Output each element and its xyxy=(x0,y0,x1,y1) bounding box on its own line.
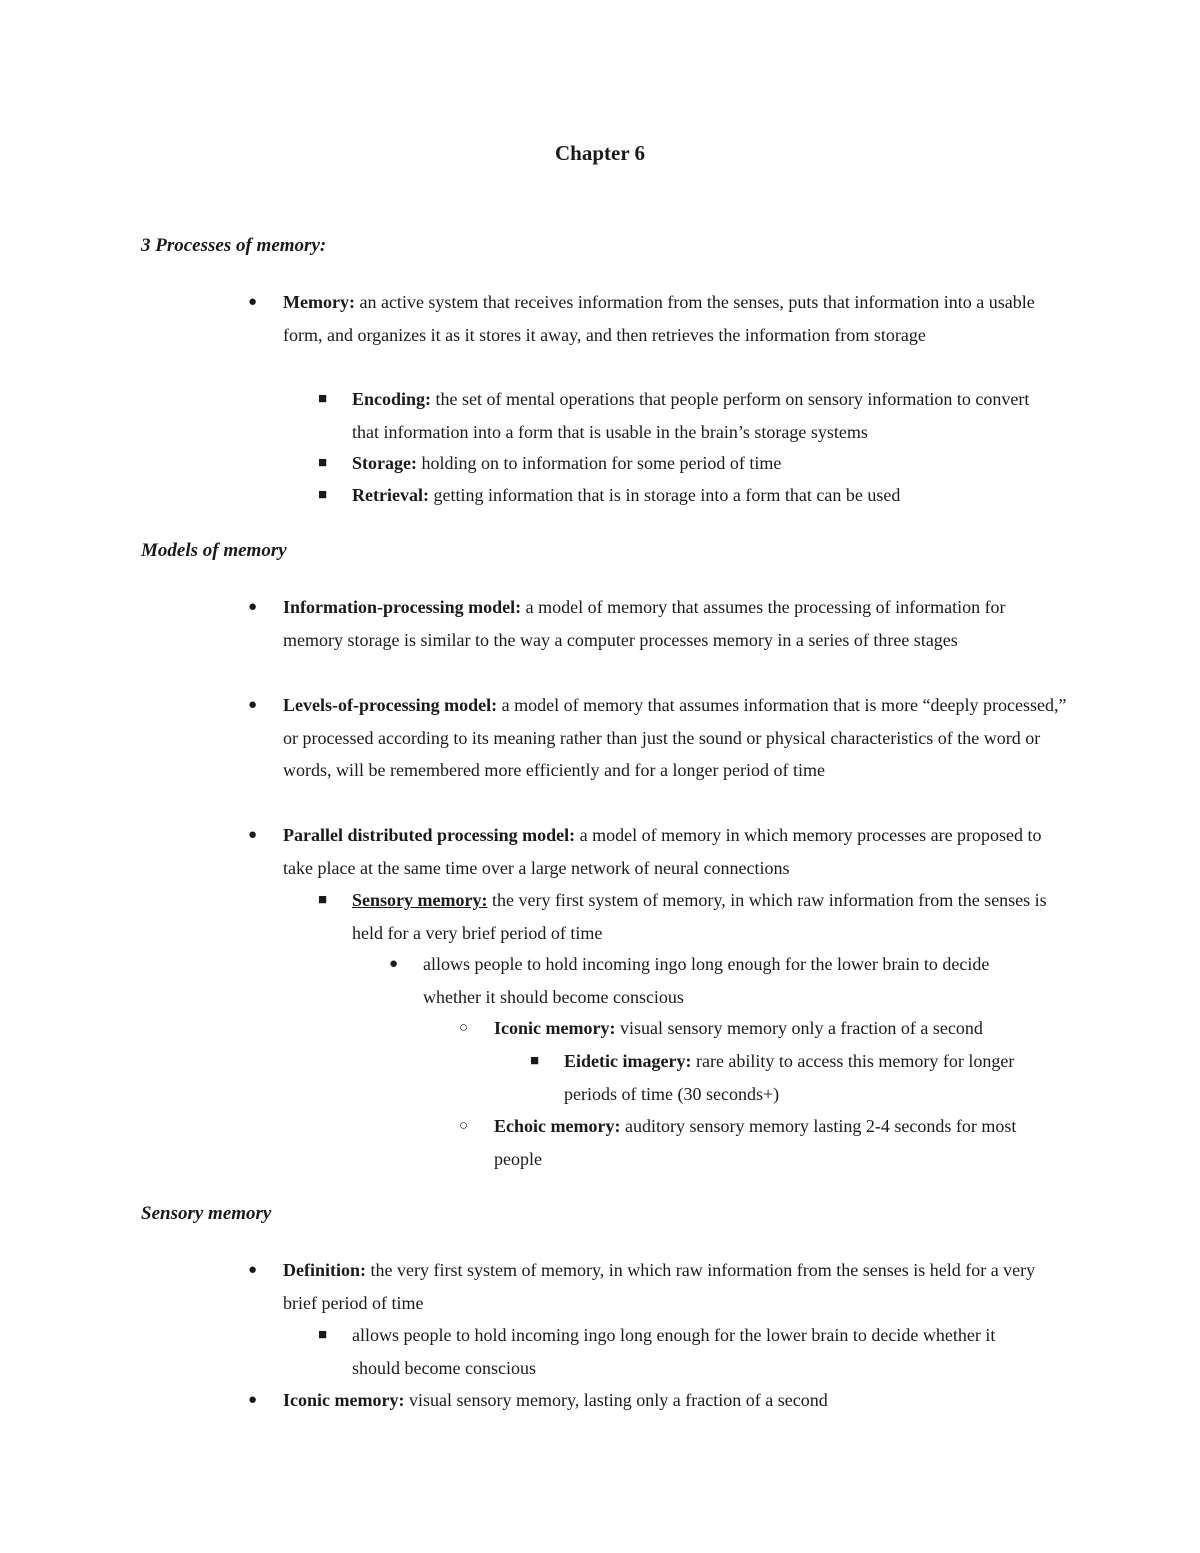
definition-text: allows people to hold incoming ingo long enough for the lower brain to decide whether it should become conscious xyxy=(352,1325,996,1378)
list-item-information-processing-model xyxy=(283,591,1058,656)
list-item-memory xyxy=(283,286,1068,351)
definition-text: visual sensory memory only a fraction of a second xyxy=(615,1018,983,1038)
definition-text: visual sensory memory, lasting only a fraction of a second xyxy=(404,1390,828,1410)
term-label: Echoic memory: xyxy=(494,1116,621,1136)
list-item-encoding xyxy=(352,383,1057,448)
bullet-square-icon: ■ xyxy=(530,1053,540,1069)
bullet-disc-icon: ● xyxy=(248,294,258,310)
section-heading-models: Models of memory xyxy=(141,540,287,561)
definition-text: holding on to information for some period of time xyxy=(416,453,782,473)
definition-text: an active system that receives information from the senses, puts that information into a usable form, and organizes it as it stores it away, and then retrieves the information from storage xyxy=(283,292,1035,345)
page-title: Chapter 6 xyxy=(554,141,646,165)
definition-text: rare ability to access this memory for longer periods of time (30 seconds+) xyxy=(564,1051,1015,1104)
definition-text: a model of memory in which memory processes are proposed to take place at the same time over a large network of neural connections xyxy=(283,825,1042,878)
bullet-square-icon: ■ xyxy=(318,391,328,407)
bullet-disc-icon: ● xyxy=(248,1392,258,1408)
term-label: Memory: xyxy=(283,292,355,312)
term-label: Information-processing model: xyxy=(283,597,522,617)
definition-text: getting information that is in storage into a form that can be used xyxy=(428,485,901,505)
bullet-disc-icon: ● xyxy=(389,956,399,972)
list-item-eidetic-imagery xyxy=(564,1045,1054,1110)
bullet-square-icon: ■ xyxy=(318,1327,328,1343)
list-item-levels-of-processing-model xyxy=(283,689,1068,787)
term-label: Storage: xyxy=(352,453,417,473)
bullet-disc-icon: ● xyxy=(248,1262,258,1278)
bullet-disc-icon: ● xyxy=(248,697,258,713)
term-label: Definition: xyxy=(283,1260,366,1280)
definition-text: allows people to hold incoming ingo long enough for the lower brain to decide whether it should become conscious xyxy=(423,954,990,1007)
list-item-iconic-memory-2 xyxy=(283,1384,1068,1417)
bullet-circle-icon: ○ xyxy=(459,1118,469,1134)
list-item-parallel-distributed-processing-model xyxy=(283,819,1068,884)
definition-text: the very first system of memory, in which raw information from the senses is held for a very brief period of time xyxy=(283,1260,1036,1313)
section-heading-sensory-memory: Sensory memory xyxy=(141,1203,272,1224)
definition-text: a model of memory that assumes information that is more “deeply processed,” or processed according to its meaning rather than just the sound or physical characteristics of the word or words, will be remembered more efficiently and for a longer period of time xyxy=(283,695,1067,780)
definition-text: auditory sensory memory lasting 2-4 seconds for most people xyxy=(494,1116,1017,1169)
term-label: Iconic memory: xyxy=(283,1390,405,1410)
list-item-sensory-memory xyxy=(352,884,1067,949)
bullet-square-icon: ■ xyxy=(318,455,328,471)
list-item-echoic-memory xyxy=(494,1110,1064,1175)
term-label: Sensory memory: xyxy=(352,890,488,910)
bullet-square-icon: ■ xyxy=(318,487,328,503)
term-label: Parallel distributed processing model: xyxy=(283,825,576,845)
bullet-disc-icon: ● xyxy=(248,827,258,843)
term-label: Levels-of-processing model: xyxy=(283,695,498,715)
bullet-disc-icon: ● xyxy=(248,599,258,615)
section-heading-processes: 3 Processes of memory: xyxy=(141,235,327,256)
list-item-definition-note xyxy=(352,1319,1042,1384)
bullet-square-icon: ■ xyxy=(318,892,328,908)
term-label: Eidetic imagery: xyxy=(564,1051,692,1071)
bullet-circle-icon: ○ xyxy=(459,1020,469,1036)
definition-text: the set of mental operations that people perform on sensory information to convert that information into a form that is usable in the brain’s storage systems xyxy=(352,389,1030,442)
term-label: Encoding: xyxy=(352,389,432,409)
term-label: Retrieval: xyxy=(352,485,429,505)
definition-text: the very first system of memory, in which raw information from the senses is held for a very brief period of time xyxy=(352,890,1047,943)
list-item-sensory-memory-note xyxy=(423,948,1048,1013)
definition-text: a model of memory that assumes the processing of information for memory storage is similar to the way a computer processes memory in a series of three stages xyxy=(283,597,1006,650)
list-item-storage xyxy=(352,447,1072,480)
list-item-retrieval xyxy=(352,479,1072,512)
list-item-definition xyxy=(283,1254,1068,1319)
list-item-iconic-memory xyxy=(494,1012,1064,1045)
term-label: Iconic memory: xyxy=(494,1018,616,1038)
